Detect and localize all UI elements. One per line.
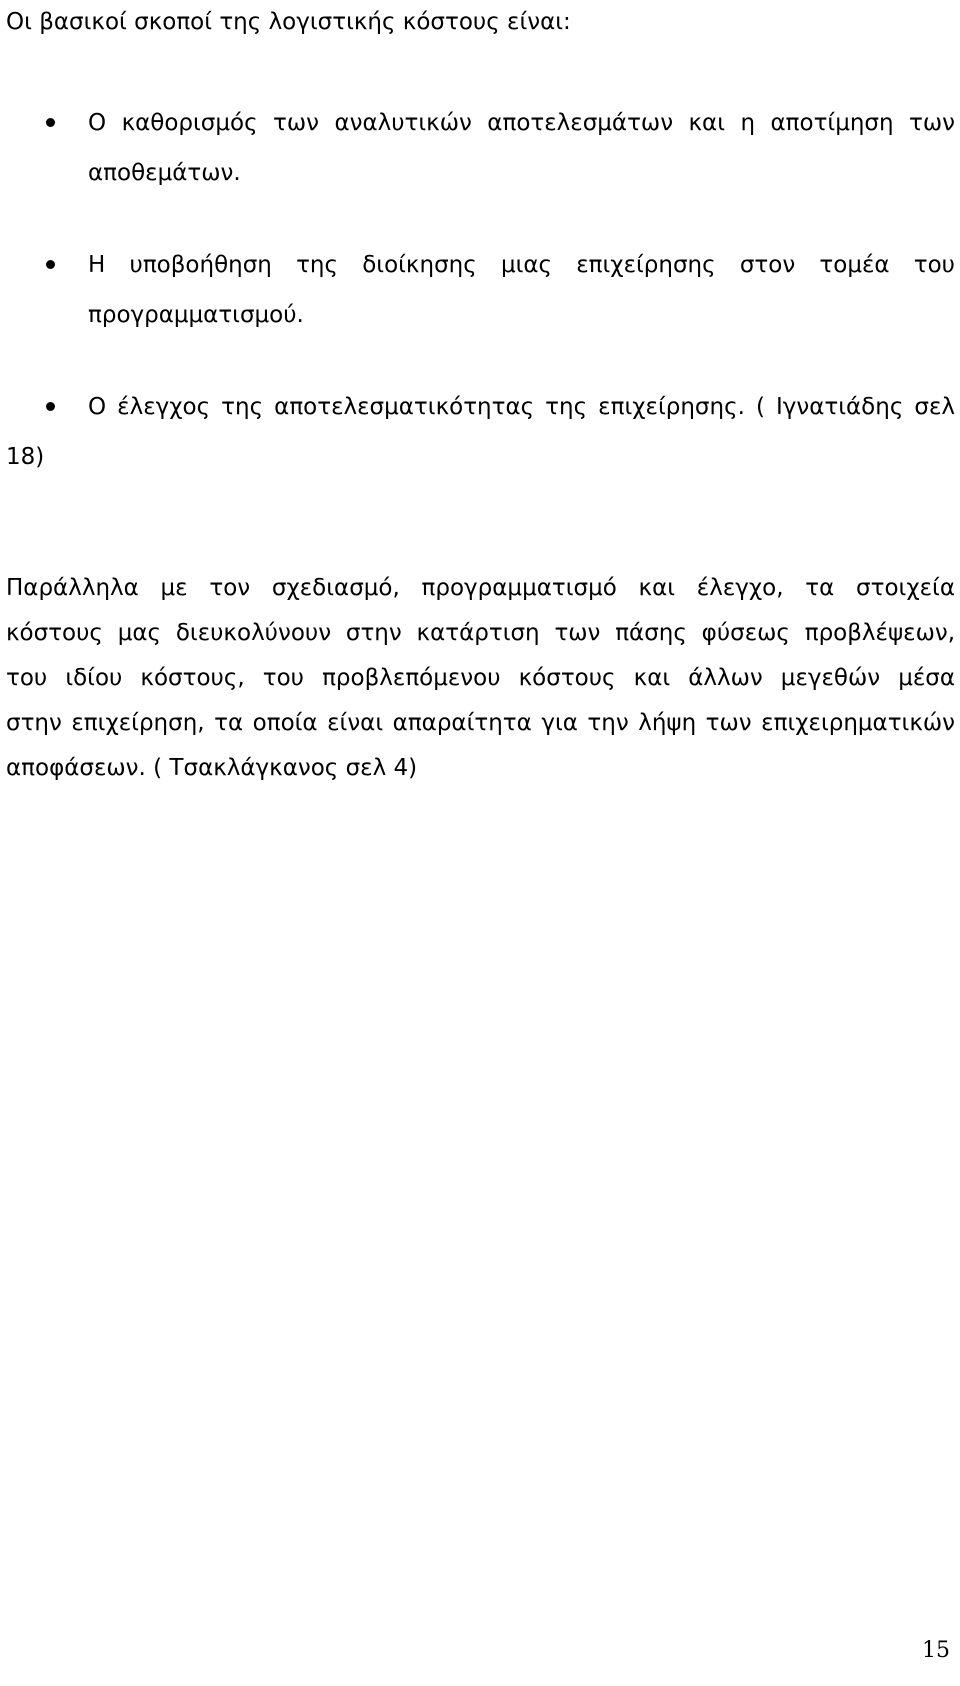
list-item bbox=[0, 98, 960, 198]
goals-list bbox=[0, 98, 960, 524]
list-item-text-line-2: 18) bbox=[6, 444, 45, 470]
list-item-text-line-2: αποθεμάτων. bbox=[88, 160, 241, 186]
bullet-icon bbox=[46, 260, 55, 269]
list-item-text-line-2: προγραμματισμού. bbox=[88, 302, 304, 328]
paragraph-line: Παράλληλα με τον σχεδιασμό, προγραμματισμό και έλεγχο, τα στοιχεία bbox=[6, 575, 955, 601]
body-paragraph bbox=[6, 566, 955, 791]
paragraph-line: του ιδίου κόστους, του προβλεπόμενου κόστους και άλλων μεγεθών μέσα bbox=[6, 665, 955, 691]
list-item-text-line-1: Ο έλεγχος της αποτελεσματικότητας της επιχείρησης. ( Ιγνατιάδης σελ bbox=[88, 394, 955, 420]
list-item bbox=[0, 382, 960, 482]
paragraph-line: αποφάσεων. ( Τσακλάγκανος σελ 4) bbox=[6, 755, 418, 781]
bullet-icon bbox=[46, 402, 55, 411]
list-item bbox=[0, 240, 960, 340]
intro-heading: Οι βασικοί σκοποί της λογιστικής κόστους είναι: bbox=[6, 9, 571, 35]
bullet-icon bbox=[46, 118, 55, 127]
page-number: 15 bbox=[922, 1638, 950, 1663]
list-item-text-line-1: Η υποβοήθηση της διοίκησης μιας επιχείρησης στον τομέα του bbox=[88, 252, 955, 278]
paragraph-line: κόστους μας διευκολύνουν στην κατάρτιση των πάσης φύσεως προβλέψεων, bbox=[6, 620, 955, 646]
list-item-text-line-1: Ο καθορισμός των αναλυτικών αποτελεσμάτων και η αποτίμηση των bbox=[88, 110, 955, 136]
paragraph-line: στην επιχείρηση, τα οποία είναι απαραίτητα για την λήψη των επιχειρηματικών bbox=[6, 710, 955, 736]
